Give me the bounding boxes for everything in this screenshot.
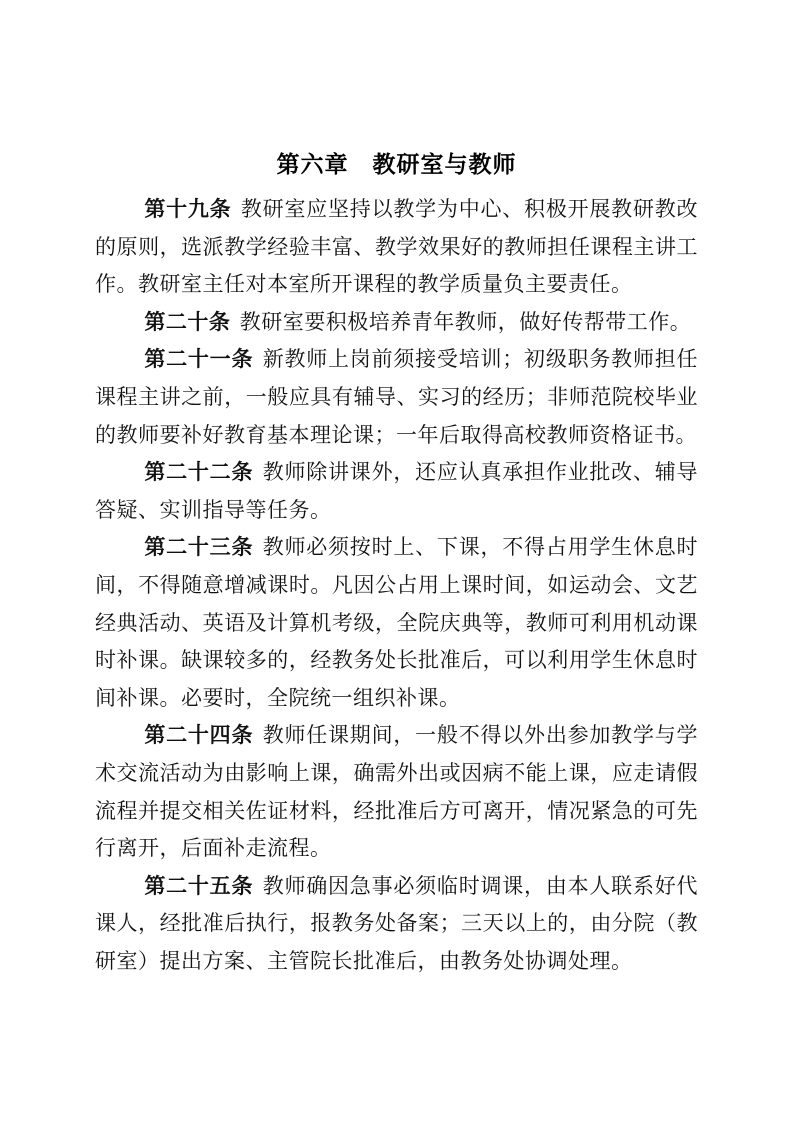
article-22 [95,454,698,529]
article-number: 第二十三条 [144,535,254,560]
article-20 [95,304,698,342]
article-23 [95,529,698,717]
article-text: 教师任课期间，一般不得以外出参加教学与学术交流活动为由影响上课，确需外出或因病不能上课，应走请假流程并提交相关佐证材料，经批准后方可离开，情况紧急的可先行离开，后面补走流程。 [95,723,699,861]
article-text: 新教师上岗前须接受培训；初级职务教师担任课程主讲之前，一般应具有辅导、实习的经历；非师范院校毕业的教师要补好教育基本理论课；一年后取得高校教师资格证书。 [95,347,699,447]
article-text: 教研室要积极培养青年教师，做好传帮带工作。 [239,309,692,334]
article-number: 第十九条 [144,197,232,221]
article-number: 第二十条 [144,309,231,334]
article-text: 教师必须按时上、下课，不得占用学生休息时间，不得随意增减课时。凡因公占用上课时间，如运动会、文艺经典活动、英语及计算机考级，全院庆典等，教师可利用机动课时补课。缺课较多的，经教务处长批准后，可以利用学生休息时间补课。必要时，全院统一组织补课。 [95,535,699,710]
article-text: 教师除讲课外，还应认真承担作业批改、辅导答疑、实训指导等任务。 [95,460,699,522]
article-21 [95,341,698,454]
chapter-title: 第六章 教研室与教师 [276,151,517,177]
article-24 [95,717,698,867]
article-number: 第二十二条 [144,460,254,485]
article-25 [95,868,698,981]
article-text: 教师确因急事必须临时调课，由本人联系好代课人，经批准后执行，报教务处备案；三天以上的，由分院（教研室）提出方案、主管院长批准后，由教务处协调处理。 [95,873,699,973]
article-19 [95,191,698,304]
article-number: 第二十五条 [144,873,254,898]
article-text: 教研室应坚持以教学为中心、积极开展教研教改的原则，选派教学经验丰富、教学效果好的教师担任课程主讲工作。教研室主任对本室所开课程的教学质量负主要责任。 [95,197,699,297]
article-number: 第二十四条 [144,723,254,748]
article-number: 第二十一条 [144,347,254,372]
